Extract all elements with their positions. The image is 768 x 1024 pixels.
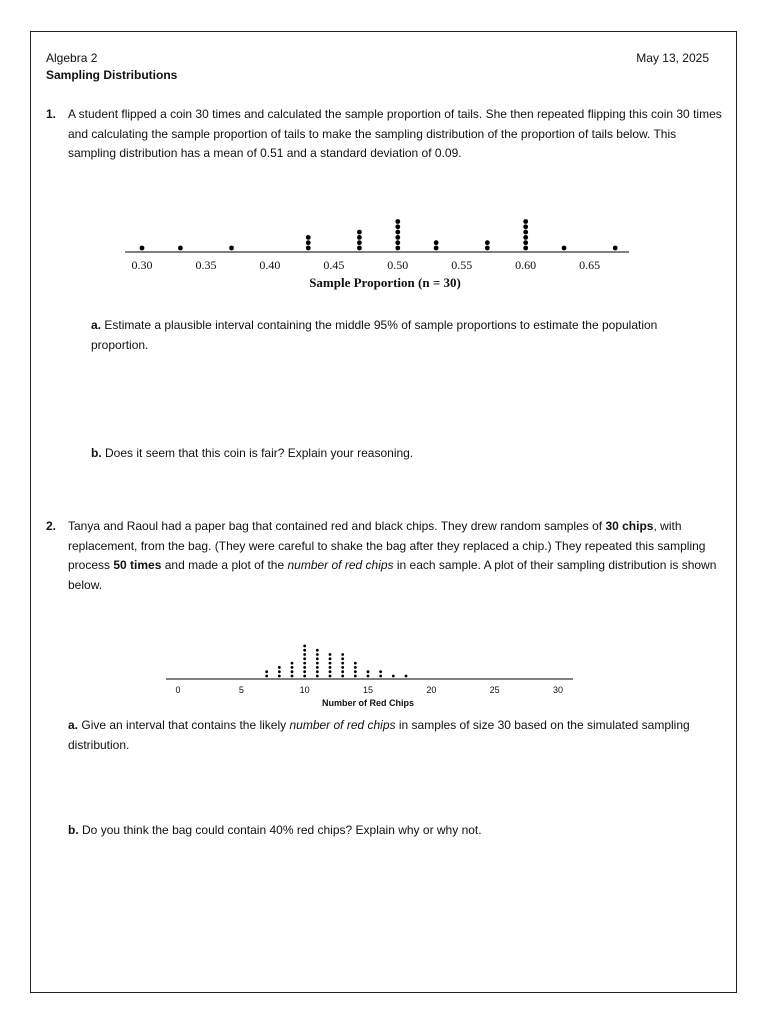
data-dot xyxy=(613,246,618,251)
data-dot xyxy=(395,224,400,229)
data-dot xyxy=(178,246,183,251)
data-dot xyxy=(303,662,306,665)
data-dot xyxy=(303,645,306,648)
tick-label: 0.40 xyxy=(259,258,281,272)
q2a-variable: number of red chips xyxy=(289,718,396,732)
data-dot xyxy=(341,675,344,678)
data-dot xyxy=(379,670,382,673)
data-dot xyxy=(303,649,306,652)
x-axis-label: Number of Red Chips xyxy=(321,698,415,708)
data-dot xyxy=(278,675,281,678)
data-dot xyxy=(395,240,400,245)
data-dot xyxy=(354,666,357,669)
data-dot xyxy=(291,670,294,673)
data-dot xyxy=(354,662,357,665)
data-dot xyxy=(306,235,311,240)
data-dot xyxy=(303,657,306,660)
tick-label: 25 xyxy=(489,685,500,695)
data-dot xyxy=(395,230,400,235)
data-dot xyxy=(316,653,319,656)
data-dot xyxy=(306,240,311,245)
data-dot xyxy=(303,653,306,656)
q2a-text-part: in samples of size 30 based on the simulated sampling distribution. xyxy=(68,718,690,752)
question-2a xyxy=(68,716,728,755)
data-dot xyxy=(329,662,332,665)
data-dot xyxy=(395,235,400,240)
data-dot xyxy=(316,657,319,660)
sample-proportion-dotplot xyxy=(121,172,641,290)
tick-label: 0 xyxy=(175,685,181,695)
data-dot xyxy=(316,666,319,669)
q2-text-part: and made a plot of the xyxy=(161,558,288,572)
data-dot xyxy=(341,653,344,656)
tick-label: 0.55 xyxy=(451,258,473,272)
data-dot xyxy=(265,675,268,678)
question-1a-label: a. xyxy=(91,318,102,332)
question-1a-text: Estimate a plausible interval containing the middle 95% of sample proportions to estimate the population proportion. xyxy=(91,318,658,352)
data-dot xyxy=(379,675,382,678)
q2a-text-part: Give an interval that contains the likely xyxy=(81,718,290,732)
data-dot xyxy=(140,246,145,251)
question-1a xyxy=(91,316,711,355)
data-dot xyxy=(341,670,344,673)
data-dot xyxy=(316,649,319,652)
tick-label: 0.30 xyxy=(131,258,153,272)
data-dot xyxy=(329,653,332,656)
q2-sample-size: 30 chips xyxy=(605,519,654,533)
data-dot xyxy=(303,675,306,678)
data-dot xyxy=(523,246,528,251)
q2-text-part: in each sample. A plot of their sampling distribution is shown below. xyxy=(68,558,717,592)
data-dot xyxy=(329,666,332,669)
tick-label: 5 xyxy=(238,685,244,695)
data-dot xyxy=(341,666,344,669)
data-dot xyxy=(306,246,311,251)
data-dot xyxy=(341,657,344,660)
data-dot xyxy=(485,240,490,245)
worksheet-date: May 13, 2025 xyxy=(636,51,709,65)
data-dot xyxy=(434,246,439,251)
data-dot xyxy=(354,675,357,678)
tick-label: 0.35 xyxy=(195,258,217,272)
data-dot xyxy=(392,675,395,678)
data-dot xyxy=(367,670,370,673)
data-dot xyxy=(485,246,490,251)
tick-label: 15 xyxy=(362,685,374,695)
question-2-text xyxy=(68,517,728,595)
q2-repetitions: 50 times xyxy=(113,558,162,572)
data-dot xyxy=(316,662,319,665)
question-2b-text: Do you think the bag could contain 40% red chips? Explain why or why not. xyxy=(82,823,482,837)
data-dot xyxy=(303,670,306,673)
tick-label: 10 xyxy=(299,685,310,695)
data-dot xyxy=(329,675,332,678)
question-2-number: 2. xyxy=(46,519,57,533)
tick-label: 30 xyxy=(552,685,564,695)
question-1b-text: Does it seem that this coin is fair? Explain your reasoning. xyxy=(105,446,414,460)
data-dot xyxy=(329,657,332,660)
data-dot xyxy=(395,219,400,224)
data-dot xyxy=(523,219,528,224)
data-dot xyxy=(434,240,439,245)
question-1-text: A student flipped a coin 30 times and calculated the sample proportion of tails. She then repeated flipping this coin 30 times and calculating the sample proportion of tails to make the sampling distribution of the proportion of tails below. This sampling distribution has a mean of 0.51 and a standard deviation of 0.09. xyxy=(68,107,722,160)
data-dot xyxy=(367,675,370,678)
data-dot xyxy=(523,235,528,240)
question-1-number: 1. xyxy=(46,107,57,121)
data-dot xyxy=(523,240,528,245)
data-dot xyxy=(357,230,362,235)
data-dot xyxy=(291,666,294,669)
worksheet-title: Sampling Distributions xyxy=(46,68,178,82)
q2-variable: number of red chips xyxy=(287,558,394,572)
question-1b-label: b. xyxy=(91,446,102,460)
x-axis-label: Sample Proportion (n = 30) xyxy=(309,275,461,290)
data-dot xyxy=(357,235,362,240)
course-name: Algebra 2 xyxy=(46,51,98,65)
tick-label: 0.50 xyxy=(387,258,409,272)
data-dot xyxy=(562,246,567,251)
data-dot xyxy=(523,230,528,235)
data-dot xyxy=(354,670,357,673)
data-dot xyxy=(278,666,281,669)
data-dot xyxy=(278,670,281,673)
data-dot xyxy=(405,675,408,678)
q2-text-part: Tanya and Raoul had a paper bag that contained red and black chips. They drew random samples of xyxy=(68,519,606,533)
data-dot xyxy=(303,666,306,669)
data-dot xyxy=(329,670,332,673)
tick-label: 0.45 xyxy=(323,258,345,272)
data-dot xyxy=(229,246,234,251)
tick-label: 20 xyxy=(426,685,437,695)
question-2b xyxy=(68,821,728,841)
data-dot xyxy=(523,224,528,229)
question-2a-label: a. xyxy=(68,718,79,732)
data-dot xyxy=(265,670,268,673)
data-dot xyxy=(291,662,294,665)
data-dot xyxy=(316,675,319,678)
data-dot xyxy=(395,246,400,251)
red-chips-dotplot xyxy=(166,590,586,708)
data-dot xyxy=(341,662,344,665)
data-dot xyxy=(316,670,319,673)
data-dot xyxy=(357,246,362,251)
question-2b-label: b. xyxy=(68,823,79,837)
data-dot xyxy=(357,240,362,245)
q2-text-part: , with replacement, from the bag. (They were careful to shake the bag after they replaced a chip.) They repeated this sampling process xyxy=(68,519,706,572)
tick-label: 0.60 xyxy=(515,258,537,272)
data-dot xyxy=(291,675,294,678)
worksheet-page xyxy=(30,31,737,993)
tick-label: 0.65 xyxy=(579,258,601,272)
question-1b xyxy=(91,444,711,464)
